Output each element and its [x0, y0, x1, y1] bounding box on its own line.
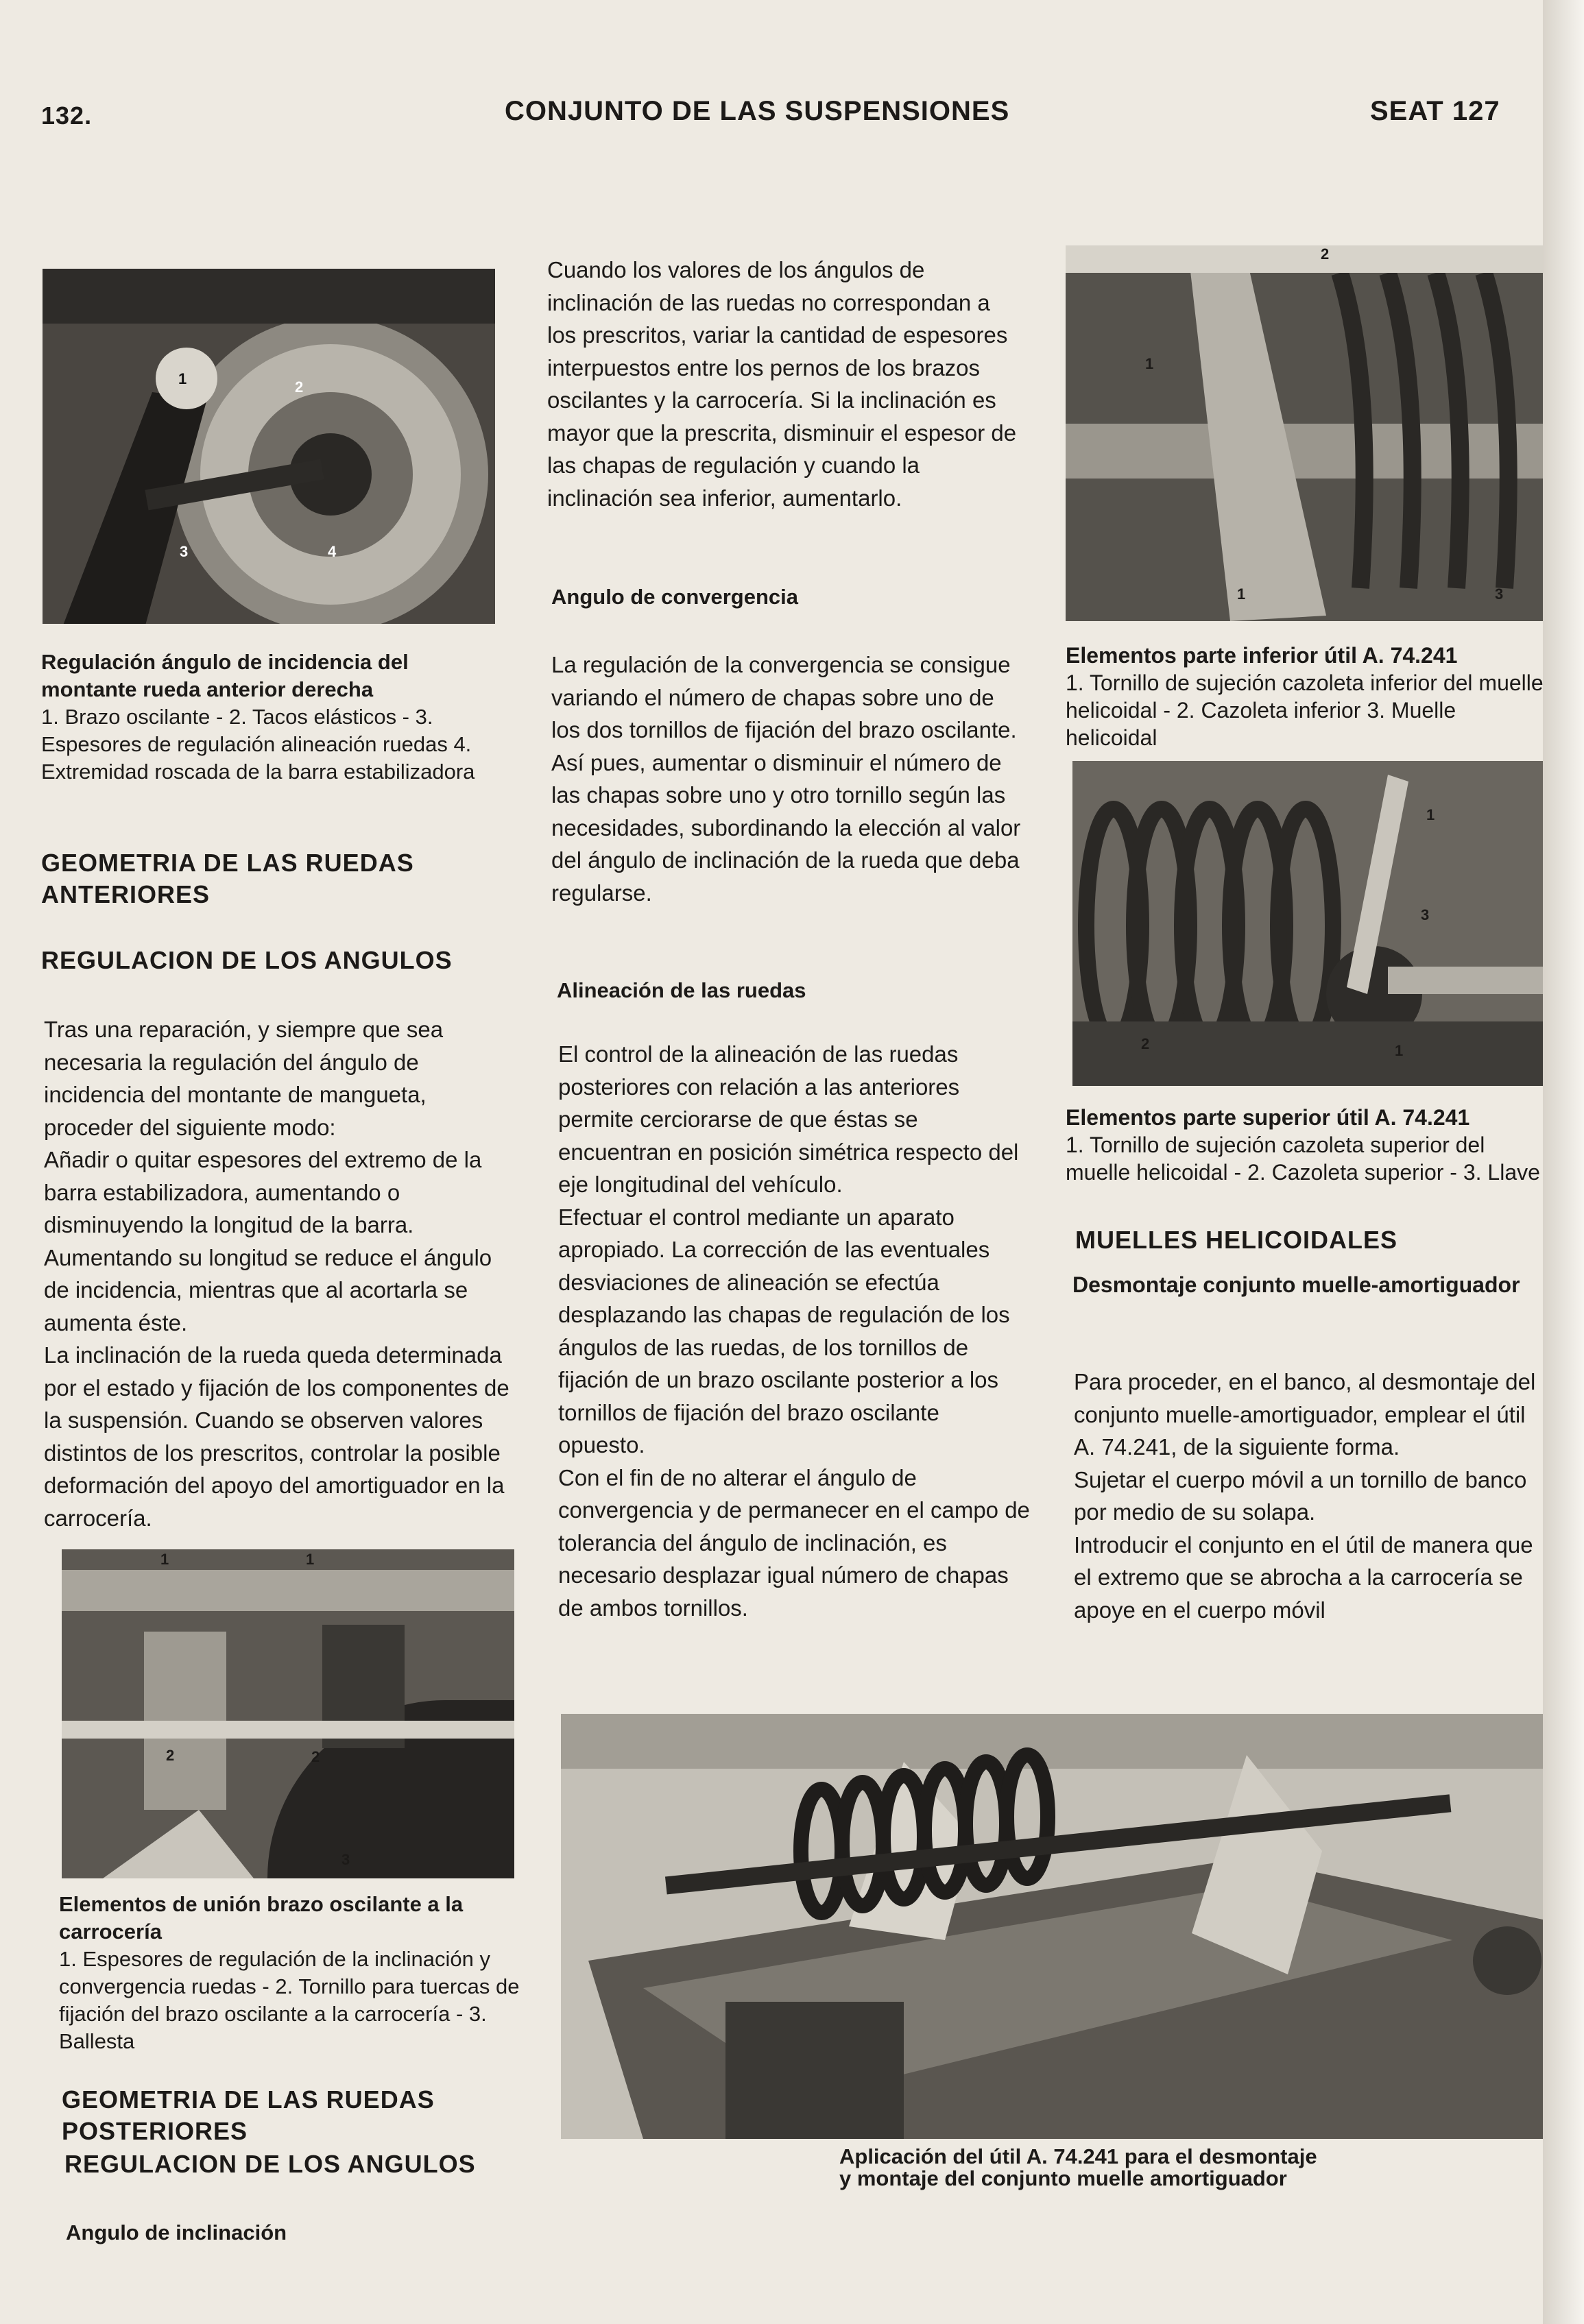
- photo1-caption-title: Regulación ángulo de incidencia del montante rueda anterior derecha: [41, 650, 409, 701]
- photo-tool-upper: [1072, 761, 1543, 1086]
- callout-1: 1: [1145, 355, 1154, 372]
- callout-3: 3: [180, 543, 189, 560]
- callout-2: 2: [166, 1747, 175, 1764]
- heading-angulo-convergencia: Angulo de convergencia: [551, 585, 799, 609]
- photo-tool-lower: [1066, 245, 1543, 621]
- photo-rear-arm: [62, 1549, 514, 1878]
- callout-1: 1: [160, 1551, 169, 1568]
- page-title: CONJUNTO DE LAS SUSPENSIONES: [505, 96, 1010, 126]
- callout-2: 2: [311, 1748, 320, 1765]
- left-paragraph: Aumentando su longitud se reduce el ángulo de incidencia, mientras que al acortarla se aumenta éste.: [44, 1244, 492, 1335]
- page-edge: [1543, 0, 1584, 2324]
- photo-front-suspension: [43, 269, 495, 624]
- heading-desmontaje: Desmontaje conjunto muelle-amortiguador: [1072, 1272, 1520, 1297]
- callout-1: 1: [1237, 585, 1246, 603]
- heading-geometria-posteriores: GEOMETRIA DE LAS RUEDAS POSTERIORES: [62, 2085, 435, 2145]
- photo3-caption: [1066, 642, 1546, 751]
- callout-1: 1: [1426, 806, 1435, 823]
- middle-paragraph-2: La regulación de la convergencia se consigue variando el número de chapas sobre uno de los dos tornillos de fijación del brazo oscilante.: [551, 652, 1017, 742]
- photo2-caption-text: 1. Espesores de regulación de la inclinación y convergencia ruedas - 2. Tornillo para tuercas de fijación del brazo oscilante a la carrocería - 3. Ballesta: [59, 1947, 520, 2053]
- left-body: [44, 1013, 517, 1534]
- callout-1: 1: [306, 1551, 315, 1568]
- photo2-caption: [59, 1891, 525, 2055]
- middle-paragraph-1: Cuando los valores de los ángulos de inclinación de las ruedas no correspondan a los prescritos, variar la cantidad de espesores interpuestos entre los pernos de los brazos oscilantes y la carrocería. Si la inclinación es mayor que la prescrita, disminuir el espesor de las chapas de regulación y cuando la inclinación sea inferior, aumentarlo.: [547, 257, 1017, 511]
- right-paragraph-2: Sujetar el cuerpo móvil a un tornillo de banco por medio de su solapa.: [1074, 1466, 1527, 1525]
- photo4-caption-text: 1. Tornillo de sujeción cazoleta superior del muelle helicoidal - 2. Cazoleta superior - 3. Llave: [1066, 1133, 1540, 1185]
- left-paragraph: Tras una reparación, y siempre que sea necesaria la regulación del ángulo de incidencia del montante de mangueta, proceder del siguiente modo:: [44, 1017, 444, 1140]
- heading-geometria-anteriores: GEOMETRIA DE LAS RUEDAS ANTERIORES: [41, 849, 414, 908]
- callout-3: 3: [1421, 906, 1430, 923]
- callout-1: 1: [178, 370, 187, 387]
- middle-paragraph-4: El control de la alineación de las ruedas posteriores con relación a las anteriores permite cerciorarse de que éstas se encuentran en posición simétrica respecto del eje longitudinal del vehículo.: [558, 1041, 1019, 1197]
- right-paragraph-3: Introducir el conjunto en el útil de manera que el extremo que se abrocha a la carrocería se apoye en el cuerpo móvil: [1074, 1532, 1533, 1623]
- middle-body-2: [558, 1038, 1031, 1624]
- middle-paragraph-5: Efectuar el control mediante un aparato apropiado. La corrección de las eventuales desviaciones de alineación se efectúa desplazando las chapas de regulación de los ángulos de las ruedas, de los tornillos de fijación de un brazo oscilante posterior a los tornillos de fijación del brazo oscilante opuesto.: [558, 1204, 1010, 1457]
- photo3-caption-title: Elementos parte inferior útil A. 74.241: [1066, 643, 1458, 668]
- model-label: SEAT 127: [1370, 96, 1500, 126]
- callout-2: 2: [295, 378, 304, 396]
- middle-body: [551, 649, 1024, 909]
- photo3-caption-text: 1. Tornillo de sujeción cazoleta inferior del muelle helicoidal - 2. Cazoleta inferior 3. Muelle helicoidal: [1066, 670, 1544, 750]
- photo1-caption: [41, 649, 507, 786]
- page-number: 132.: [41, 101, 93, 130]
- callout-3: 3: [1495, 585, 1504, 603]
- callout-2: 2: [1141, 1035, 1150, 1052]
- right-paragraph-1: Para proceder, en el banco, al desmontaje del conjunto muelle-amortiguador, emplear el útil A. 74.241, de la siguiente forma.: [1074, 1369, 1536, 1460]
- right-body: [1074, 1366, 1547, 1626]
- photo4-caption: [1066, 1104, 1546, 1186]
- heading-muelles-helicoidales: MUELLES HELICOIDALES: [1075, 1226, 1398, 1254]
- callout-2: 2: [1321, 245, 1330, 263]
- photo4-caption-title: Elementos parte superior útil A. 74.241: [1066, 1105, 1470, 1130]
- photo5-caption: Aplicación del útil A. 74.241 para el desmontaje y montaje del conjunto muelle amortiguador: [839, 2144, 1317, 2190]
- callout-3: 3: [341, 1851, 350, 1868]
- callout-4: 4: [328, 543, 337, 560]
- photo2-caption-title: Elementos de unión brazo oscilante a la carrocería: [59, 1892, 464, 1944]
- heading-angulo-inclinacion: Angulo de inclinación: [66, 2220, 287, 2244]
- middle-paragraph-3: Así pues, aumentar o disminuir el número de las chapas sobre uno y otro tornillo según las necesidades, subordinando la elección al valor del ángulo de inclinación de la rueda que deba regularse.: [551, 749, 1021, 906]
- heading-regulacion-angulos: REGULACION DE LOS ANGULOS: [41, 946, 453, 974]
- middle-paragraph-6: Con el fin de no alterar el ángulo de convergencia y de permanecer en el campo de tolerancia del ángulo de inclinación, es necesario desplazar igual número de chapas de ambos tornillos.: [558, 1464, 1030, 1621]
- left-paragraph: La inclinación de la rueda queda determinada por el estado y fijación de los componentes de la suspensión. Cuando se observen valores distintos de los prescritos, controlar la posible deformación del apoyo del amortiguador en la carrocería.: [44, 1342, 509, 1531]
- heading-alineacion: Alineación de las ruedas: [557, 978, 806, 1002]
- callout-1: 1: [1395, 1042, 1404, 1059]
- heading-regulacion-angulos-2: REGULACION DE LOS ANGULOS: [64, 2150, 476, 2178]
- photo1-caption-text: 1. Brazo oscilante - 2. Tacos elásticos - 3. Espesores de regulación alineación ruedas 4. Extremidad roscada de la barra estabilizadora: [41, 705, 475, 784]
- left-paragraph: Añadir o quitar espesores del extremo de la barra estabilizadora, aumentando o disminuyendo la longitud de la barra.: [44, 1147, 482, 1237]
- photo-bench-tool: [561, 1714, 1543, 2139]
